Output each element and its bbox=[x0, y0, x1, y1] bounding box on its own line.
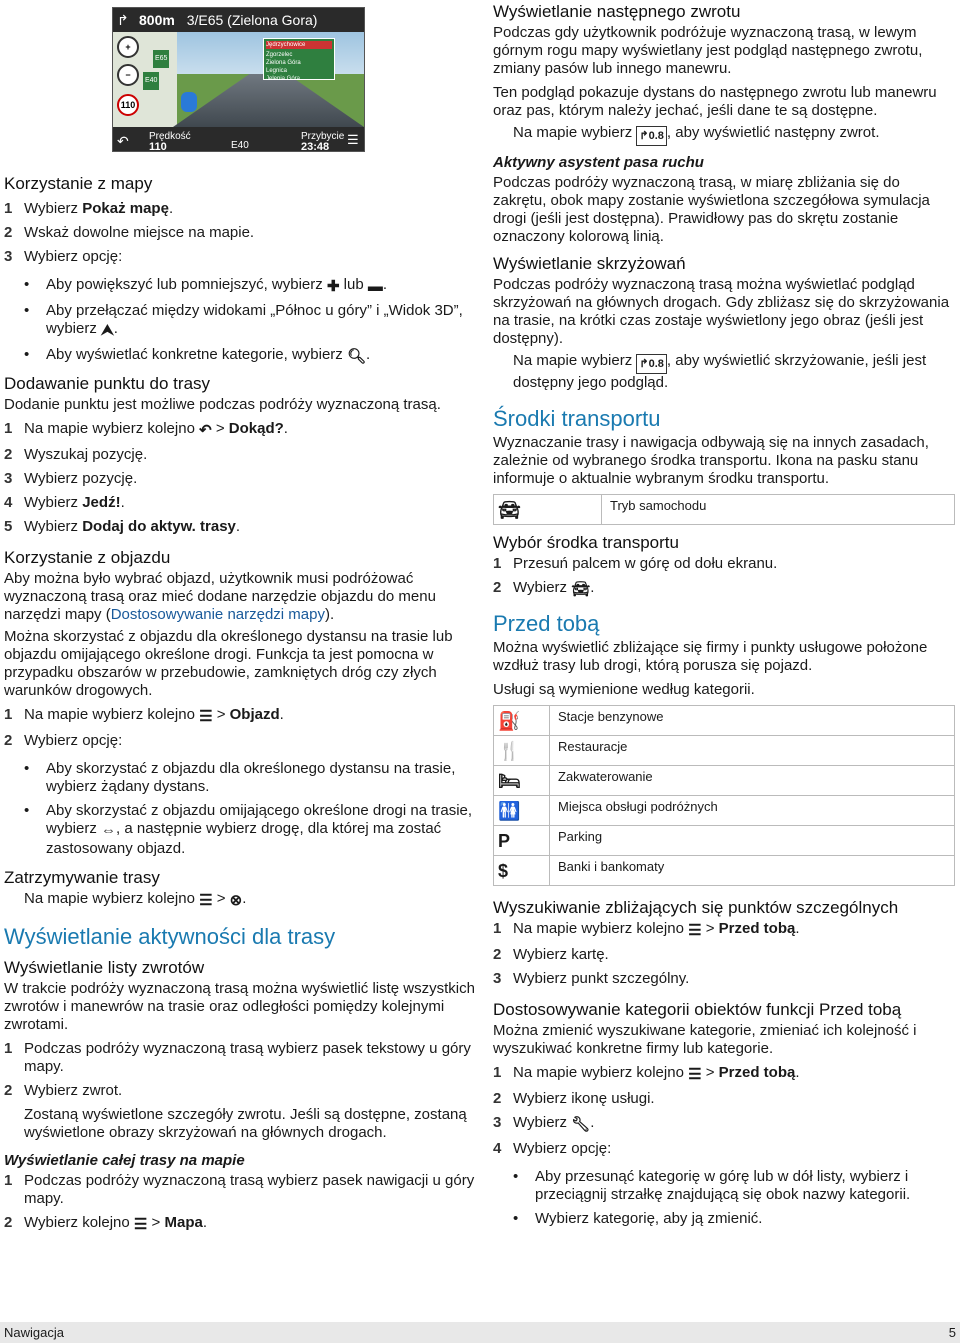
page-footer bbox=[0, 1322, 960, 1343]
fuel-icon: ⛽ bbox=[494, 706, 550, 736]
table-row: 🚻 Miejsca obsługi podróżnych bbox=[494, 796, 955, 826]
section-stop-route: Zatrzymywanie trasy Na mapie wybierz kolejno ☰ > ⊗. bbox=[4, 868, 476, 910]
wrench-icon: 🔧︎ bbox=[571, 1116, 591, 1133]
section-title: Zatrzymywanie trasy bbox=[4, 868, 160, 887]
section-title: Aktywny asystent pasa ruchu bbox=[493, 154, 704, 171]
section-lane-assist: Aktywny asystent pasa ruchu Podczas podróży wyznaczoną trasą, w miarę zbliżania się do zakrętu, obok mapy zostanie wyświetlona szczegółowa symulacja drogi (jeśli jest dostępna). Prawidłowy pas do skrętu zostanie oznaczony kolorową linią. bbox=[493, 154, 955, 246]
section-title: Dostosowywanie kategorii obiektów funkcji Przed tobą bbox=[493, 1000, 902, 1019]
zoom-out-icon[interactable]: − bbox=[117, 64, 139, 86]
table-row: 🛏 Zakwaterowanie bbox=[494, 766, 955, 796]
footer-section-name: Nawigacja bbox=[4, 1325, 64, 1340]
next-turn-bar bbox=[113, 8, 364, 32]
menu-icon: ☰ bbox=[688, 1066, 702, 1083]
detour-icon: ⇔ bbox=[101, 822, 117, 839]
section-title: Wyświetlanie skrzyżowań bbox=[493, 254, 686, 273]
road-shield: E65 bbox=[153, 50, 169, 68]
table-row: 🍴 Restauracje bbox=[494, 736, 955, 766]
section-transport-choice: Wybór środka transportu 1 Przesuń palcem w górę od dołu ekranu. 2 Wybierz 🚘︎. bbox=[493, 533, 955, 599]
page-number: 5 bbox=[948, 1325, 956, 1340]
car-icon: 🚘︎ bbox=[494, 495, 602, 525]
table-row: P Parking bbox=[494, 826, 955, 856]
menu-icon: ☰ bbox=[688, 922, 702, 939]
vehicle-icon bbox=[181, 92, 197, 112]
transport-table bbox=[493, 494, 955, 525]
section-title: Korzystanie z mapy bbox=[4, 174, 153, 193]
status-bar: ↶ Prędkość 110 E40 Przybycie 23:48 ☰ bbox=[113, 127, 364, 151]
back-arrow-icon: ↶ bbox=[199, 422, 212, 439]
section-title: Wyświetlanie całej trasy na mapie bbox=[4, 1152, 245, 1169]
turn-arrow-icon: ↱ bbox=[117, 12, 129, 28]
left-column bbox=[4, 0, 476, 1234]
parking-icon: P bbox=[494, 826, 550, 856]
section-title: Wybór środka transportu bbox=[493, 533, 679, 552]
right-column: Wyświetlanie następnego zwrotu Podczas gdy użytkownik podróżuje wyznaczoną trasą, w lewym górnym rogu mapy wyświetlany jest podgląd następnego zwrotu, zmiany pasów lub innego manewru. Ten podgląd pokazuje dystans do następnego zwrotu lub manewru oraz pas, którym należy jechać, jeśli dane te są dostępne. Na mapie wybierz ↱0.8 , aby wyświetlić następny zwrot. Aktywny asystent pasa ruchu Podczas podróży wyznaczoną trasą, w miarę zbliżania się do zakrętu, obok mapy zostanie wyświetlona szczegółowa symulacja drogi (jeśli jest dostępna). Prawidłowy pas do skrętu zostanie oznaczony kolorową linią. Wyświetlanie skrzyżowań Podczas podróży wyznaczoną trasą można wyświetlać podgląd skrzyżowań na głównych drogach. Gdy zbliżasz się do skrzyżowania na trasie, na krótki czas zostaje wyświetlony jego obraz (jeśli jest dostępny). Na mapie wybierz ↱0.8 , aby wyświetlić skrzyżowanie, jeśli jest dostępny jego podgląd. Środki transportu Wyznaczanie trasy i nawigacja odbywają się na innych zasadach, zależnie od wybranego środka transportu. Ikona na pasku stanu informuje o aktualnie wybranym środku transportu. 🚘︎ Tryb samochodu Wybór środka transportu 1 Przesuń palcem w górę od dołu ekranu. 2 Wybierz 🚘︎. Przed tobą Można wyświetlić zbliżające się firmy i punkty usługowe położone wzdłuż trasy lub drogi, którą porusza się pojazd. Usługi są wymienione według kategorii. ⛽ Stacje benzynowe 🍴 Restauracje 🛏 Zakwaterowanie 🚻 Miejsca obsługi podróżnych P Parking $ Banki i bankomaty Wyszukiwanie zbliżających się punktów szczególnych 1 Na mapie wybierz kolejno ☰ > Przed tobą. 2 Wybierz kartę. 3 Wybierz punkt szczególny. Dostosowywanie kategorii obiektów funkcji Przed tobą Można zmienić wyszukiwane kategorie, zmieniać ich kolejność i wyszukiwać konkretne firmy lub kategorie. 1 Na mapie wybierz kolejno ☰ > Przed tobą. 2 Wybierz ikonę usługi. 3 Wybierz 🔧︎. 4 Wybierz opcję: • Aby przesunąć kategorię w górę lub w dół listy, wybierz i przeciągnij strzałkę znajdującą się obok nazwy kategorii. • Wybierz kategorię, aby ją zmienić. bbox=[493, 0, 955, 1228]
speed-readout: 110 bbox=[149, 141, 167, 152]
section-title: Korzystanie z objazdu bbox=[4, 548, 171, 567]
restaurant-icon: 🍴 bbox=[494, 736, 550, 766]
road-sign: Jędrzychowice Zgorzelec Zielona Góra Legnica Jelenia Góra bbox=[263, 38, 335, 80]
junction-view-icon: ↱0.8 bbox=[636, 354, 667, 374]
section-whole-route: Wyświetlanie całej trasy na mapie 1 Podczas podróży wyznaczoną trasą wybierz pasek nawigacji u góry mapy. 2 Wybierz kolejno ☰ > Mapa. bbox=[4, 1152, 475, 1233]
table-row: 🚘︎ Tryb samochodu bbox=[494, 495, 955, 525]
minus-icon: ▬ bbox=[367, 278, 383, 295]
section-detour: Korzystanie z objazdu Aby można było wybrać objazd, użytkownik musi podróżować wyznaczoną trasą oraz mieć dodane narzędzie objazdu do menu narzędzi mapy (Dostosowywanie narzędzi mapy). Można skorzystać z objazdu dla określonego dystansu na trasie lub objazdu omijającego określone drogi. Funkcja ta jest pomocna w przypadku obszarów w przebudowie, zamkniętych dróg czy złych warunków drogowych. 1 Na mapie wybierz kolejno ☰ > Objazd. 2 Wybierz opcję: • Aby skorzystać z objazdu dla określonego dystansu na trasie, wybierz żądany dystans. • Aby skorzystać z objazdu omijającego określone drogi na trasie, wybierz ⇔, a następnie wybierz drogę, dla której ma zostać zastosowany objazd. bbox=[4, 548, 476, 858]
section-title: Wyświetlanie następnego zwrotu bbox=[493, 2, 741, 21]
section-add-point: Dodawanie punktu do trasy Dodanie punktu jest możliwe podczas podróży wyznaczoną trasą. 1 Na mapie wybierz kolejno ↶ > Dokąd?. 2 Wyszukaj pozycję. 3 Wybierz pozycję. 4 Wybierz Jedź!. 5 Wybierz Dodaj do aktyw. trasy. bbox=[4, 374, 476, 536]
search-icon: 🔍︎ bbox=[346, 348, 367, 365]
plus-icon: ✚ bbox=[326, 278, 340, 295]
car-icon: 🚘︎ bbox=[571, 581, 591, 598]
dollar-icon: $ bbox=[494, 856, 550, 886]
arrival-time: 23:48 bbox=[301, 141, 330, 152]
road-shield: E40 bbox=[143, 72, 159, 90]
section-title: Wyświetlanie listy zwrotów bbox=[4, 958, 205, 977]
menu-icon[interactable]: ☰ bbox=[347, 132, 359, 147]
section-turn-list: Wyświetlanie listy zwrotów W trakcie podróży wyznaczoną trasą można wyświetlić listę wszystkich zwrotów i manewrów na trasie oraz odległości pomiędzy kolejnymi zwrotami. 1 Podczas podróży wyznaczoną trasą wybierz pasek tekstowy u góry mapy. 2 Wybierz zwrot. Zostaną wyświetlone szczegóły zwrotu. Jeśli są dostępne, zostaną wyświetlone obrazy skrzyżowań na głównych drogach. bbox=[4, 958, 475, 1141]
speed-limit-sign: 110 bbox=[117, 94, 139, 116]
section-using-map: Korzystanie z mapy 1 Wybierz Pokaż mapę. 2 Wskaż dowolne miejsce na mapie. 3 Wybierz opcję: • Aby powiększyć lub pomniejszyć, wybierz ✚ lub ▬. • Aby przełączać między widokami „Północ u góry” i „Widok 3D”, wybierz ⮝. • Aby wyświetlać konkretne kategorie, wybierz 🔍︎. bbox=[4, 174, 476, 366]
section-title: Dodawanie punktu do trasy bbox=[4, 374, 211, 393]
chapter-title: Przed tobą bbox=[493, 611, 600, 636]
street-name: 3/E65 (Zielona Gora) bbox=[186, 12, 318, 28]
menu-icon: ☰ bbox=[133, 1216, 148, 1233]
menu-icon: ☰ bbox=[199, 708, 213, 725]
categories-table bbox=[493, 705, 955, 886]
restroom-icon: 🚻 bbox=[494, 796, 550, 826]
menu-icon: ☰ bbox=[199, 892, 213, 909]
zoom-in-icon[interactable]: + bbox=[117, 36, 139, 58]
stop-icon: ⊗ bbox=[229, 892, 243, 909]
table-row: $ Banki i bankomaty bbox=[494, 856, 955, 886]
section-next-turn: Wyświetlanie następnego zwrotu Podczas gdy użytkownik podróżuje wyznaczoną trasą, w lewym górnym rogu mapy wyświetlany jest podgląd następnego zwrotu, zmiany pasów lub innego manewru. Ten podgląd pokazuje dystans do następnego zwrotu lub manewru oraz pas, którym należy jechać, jeśli dane te są dostępne. Na mapie wybierz ↱0.8 , aby wyświetlić następny zwrot. bbox=[493, 2, 955, 146]
compass-arrow-icon: ⮝ bbox=[101, 322, 114, 339]
section-customize-categories: Dostosowywanie kategorii obiektów funkcji Przed tobą Można zmienić wyszukiwane kategorie, zmieniać ich kolejność i wyszukiwać konkretne firmy lub kategorie. 1 Na mapie wybierz kolejno ☰ > Przed tobą. 2 Wybierz ikonę usługi. 3 Wybierz 🔧︎. 4 Wybierz opcję: • Aby przesunąć kategorię w górę lub w dół listy, wybierz i przeciągnij strzałkę znajdującą się obok nazwy kategorii. • Wybierz kategorię, aby ją zmienić. bbox=[493, 1000, 955, 1228]
chapter-title: Środki transportu bbox=[493, 406, 661, 431]
section-title: Wyszukiwanie zbliżających się punktów szczególnych bbox=[493, 898, 899, 917]
chapter-title: Wyświetlanie aktywności dla trasy bbox=[4, 924, 336, 949]
current-road: E40 bbox=[231, 140, 249, 151]
back-icon[interactable]: ↶ bbox=[117, 133, 129, 149]
turn-distance: 800m bbox=[139, 12, 175, 28]
map-screenshot bbox=[112, 7, 365, 152]
section-junctions: Wyświetlanie skrzyżowań Podczas podróży wyznaczoną trasą można wyświetlać podgląd skrzyżowań na głównych drogach. Gdy zbliżasz się do skrzyżowania na trasie, na krótki czas zostaje wyświetlony jego obraz (jeśli jest dostępny). Na mapie wybierz ↱0.8 , aby wyświetlić skrzyżowanie, jeśli jest dostępny jego podgląd. bbox=[493, 254, 955, 392]
next-turn-icon: ↱0.8 bbox=[636, 126, 667, 146]
link-customize-map-tools[interactable]: Dostosowywanie narzędzi mapy bbox=[110, 606, 325, 623]
table-row: ⛽ Stacje benzynowe bbox=[494, 706, 955, 736]
section-search-poi: Wyszukiwanie zbliżających się punktów szczególnych 1 Na mapie wybierz kolejno ☰ > Przed tobą. 2 Wybierz kartę. 3 Wybierz punkt szczególny. bbox=[493, 898, 955, 988]
bed-icon: 🛏 bbox=[494, 766, 550, 796]
